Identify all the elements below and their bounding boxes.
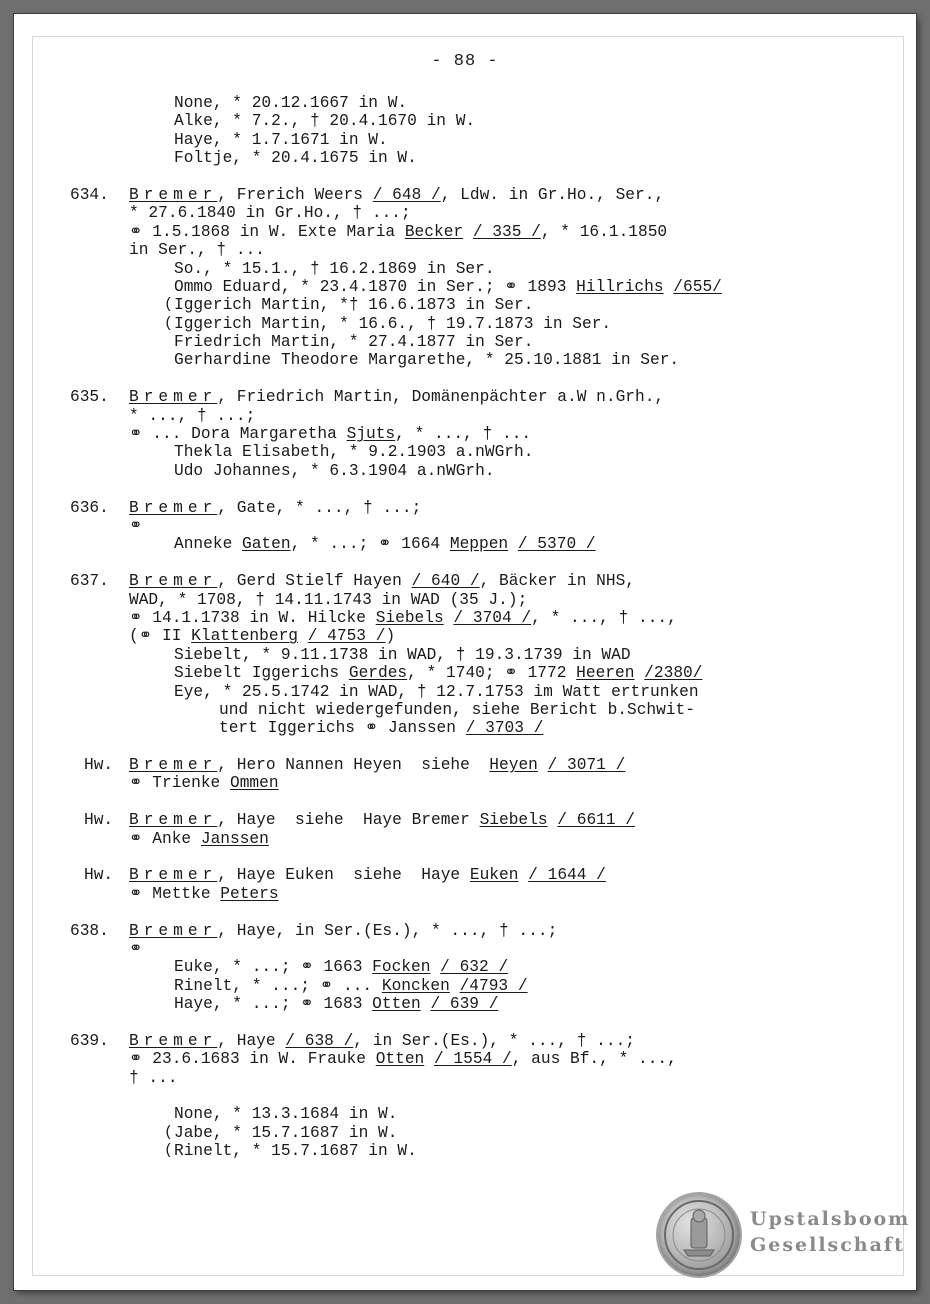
text-line [14,591,916,609]
line-text [174,278,722,296]
text-line [14,94,916,112]
text-line [14,388,916,406]
text-segment: , Bäcker in NHS, [479,572,636,591]
line-text: * ..., † ...; [129,406,256,425]
underlined-reference: Otten [375,1050,425,1069]
text-line [14,958,916,976]
text-segment: , * ...; ⚭ 1664 [290,535,450,554]
underlined-reference: /655/ [673,277,722,296]
text-line [14,683,916,701]
text-line [14,1105,916,1123]
line-spacer [14,1087,916,1105]
text-line [14,995,916,1013]
text-segment [548,811,558,829]
text-segment [298,627,308,645]
family-name: Bremer [129,498,218,517]
text-line [14,701,916,719]
line-text: None, * 20.12.1667 in W. [174,94,408,112]
text-line [14,278,916,296]
text-line [14,1050,916,1068]
line-text [129,223,667,241]
twin-bracket: ( [164,1142,174,1160]
underlined-reference: Sjuts [346,425,396,444]
text-line [14,425,916,443]
entry-reference-marker: Hw. [84,811,114,830]
publisher-logo [658,1194,910,1280]
text-line [14,885,916,903]
text-segment: tert Iggerichs ⚭ Janssen [219,719,466,738]
line-text [129,425,531,443]
line-text [129,186,664,204]
text-segment: ⚭ Trienke [129,774,230,793]
entry-number: 635. [70,388,109,407]
text-line [14,204,916,222]
text-segment: , Hero Nannen Heyen siehe [217,756,490,775]
text-segment: Anneke [174,535,242,554]
line-text [174,535,596,553]
text-segment: , Frerich Weers [217,185,373,204]
text-segment: , * 1740; ⚭ 1772 [407,664,577,683]
underlined-reference: / 632 / [440,958,509,977]
line-text [129,774,279,792]
underlined-reference: Heeren [576,664,635,683]
line-text [129,885,279,903]
line-text: * 27.6.1840 in Gr.Ho., † ...; [129,204,411,223]
underlined-reference: Siebels [375,608,444,627]
text-segment: ) [385,627,396,646]
text-line [14,1069,916,1087]
text-segment: Haye, * ...; ⚭ 1683 [174,995,373,1014]
line-text: in Ser., † ... [129,241,265,260]
text-segment: , Gerd Stielf Hayen [217,572,412,591]
text-line [14,260,916,278]
text-segment [463,223,473,241]
family-name: Bremer [129,756,218,775]
text-line [14,609,916,627]
text-line [14,774,916,792]
text-line [14,407,916,425]
line-text: Friedrich Martin, * 27.4.1877 in Ser. [174,333,534,352]
text-line [14,664,916,682]
family-name: Bremer [129,921,218,940]
line-text [129,1032,635,1050]
line-text: ⚭ [129,939,143,958]
text-line [14,1124,916,1142]
text-segment [664,278,674,296]
text-segment: Siebelt Iggerichs [174,664,349,683]
text-line [14,977,916,995]
underlined-reference: / 335 / [472,222,541,241]
text-segment: ⚭ ... Dora Margaretha [129,425,347,444]
underlined-reference: / 4753 / [307,627,386,646]
logo-text-line2: Gesellschaft [750,1234,905,1256]
underlined-reference: / 3071 / [547,756,626,775]
logo-text-line1: Upstalsboom [750,1208,911,1230]
underlined-reference: Euken [469,866,519,885]
line-text [129,499,421,517]
twin-bracket: ( [164,1123,174,1141]
underlined-reference: Becker [404,222,464,241]
underlined-reference: / 1554 / [434,1050,512,1069]
underlined-reference: /4793 / [459,976,528,995]
line-text [129,756,625,774]
underlined-reference: Siebels [479,811,548,830]
underlined-reference: / 1644 / [528,866,606,885]
line-text: WAD, * 1708, † 14.11.1743 in WAD (35 J.); [129,590,528,609]
underlined-reference: / 639 / [430,995,499,1014]
entry-reference-marker: Hw. [84,756,114,775]
text-line [14,756,916,774]
underlined-reference: / 648 / [372,185,441,204]
text-line [14,517,916,535]
text-segment: , in Ser.(Es.), * ..., † ...; [353,1031,636,1050]
underlined-reference: Klattenberg [191,627,298,646]
line-text [219,719,543,737]
underlined-reference: Gerdes [348,664,408,683]
family-name: Bremer [129,811,218,830]
twin-bracket: ( [164,314,174,332]
text-segment [430,958,440,976]
genealogy-entries [14,94,916,1161]
line-text: None, * 13.3.1684 in W. [174,1105,398,1124]
text-segment: , Haye [217,1031,286,1050]
line-text: Jabe, * 15.7.1687 in W. [174,1123,398,1142]
text-segment [424,1050,434,1068]
text-line [14,811,916,829]
family-name: Bremer [129,572,218,591]
text-segment [518,866,528,884]
entry-number: 637. [70,572,109,591]
line-text: Rinelt, * 15.7.1687 in W. [174,1142,417,1161]
line-text [174,995,498,1013]
text-line [14,462,916,480]
text-line [14,296,916,314]
entry-number: 634. [70,185,109,204]
underlined-reference: Heyen [489,756,538,775]
line-text [129,811,635,829]
text-segment [444,609,454,627]
underlined-reference: Meppen [449,535,509,554]
text-segment: ⚭ 14.1.1738 in W. Hilcke [129,608,376,627]
line-spacer [14,903,916,921]
seal-icon [658,1194,740,1276]
line-text: Haye, * 1.7.1671 in W. [174,130,388,149]
text-line [14,572,916,590]
line-text [129,866,606,884]
line-text: † ... [129,1068,178,1087]
text-line [14,1142,916,1160]
text-line [14,1032,916,1050]
text-segment: ⚭ 23.6.1683 in W. Frauke [129,1050,376,1069]
line-text: Thekla Elisabeth, * 9.2.1903 a.nWGrh. [174,443,534,462]
line-text: Udo Johannes, * 6.3.1904 a.nWGrh. [174,461,495,480]
underlined-reference: Hillrichs [576,277,664,296]
text-segment: Euke, * ...; ⚭ 1663 [174,958,373,977]
line-text: Alke, * 7.2., † 20.4.1670 in W. [174,112,476,131]
text-segment: (⚭ II [129,627,192,646]
text-line [14,131,916,149]
text-segment: Rinelt, * ...; ⚭ ... [174,976,382,995]
family-name: Bremer [129,185,218,204]
document-page [14,14,916,1290]
text-line [14,443,916,461]
line-text [129,388,664,406]
family-name: Bremer [129,866,218,885]
underlined-reference: /2380/ [644,664,703,683]
text-segment [538,756,548,774]
page-number: - 88 - [431,52,499,71]
text-segment: ⚭ 1.5.1868 in W. Exte Maria [129,222,405,241]
text-line [14,535,916,553]
entry-number: 638. [70,921,109,940]
line-spacer [14,554,916,572]
text-segment: ⚭ Anke [129,829,201,848]
text-line [14,223,916,241]
line-spacer [14,793,916,811]
line-text: Iggerich Martin, *† 16.6.1873 in Ser. [174,296,534,315]
line-text: So., * 15.1., † 16.2.1869 in Ser. [174,259,495,278]
underlined-reference: Focken [372,958,431,977]
underlined-reference: Ommen [230,774,279,793]
text-line [14,646,916,664]
underlined-reference: / 638 / [285,1031,354,1050]
family-name: Bremer [129,1031,218,1050]
underlined-reference: Otten [372,995,421,1014]
line-text [174,958,508,976]
entry-number: 639. [70,1031,109,1050]
entry-reference-marker: Hw. [84,866,114,885]
text-segment [450,977,460,995]
text-segment [421,995,431,1013]
text-line [14,627,916,645]
text-segment: , * 16.1.1850 [540,222,668,241]
line-text [129,922,557,940]
line-text [129,627,395,645]
underlined-reference: Koncken [381,976,450,995]
text-segment: , Gate, * ..., † ...; [217,498,422,517]
entry-number: 636. [70,498,109,517]
underlined-reference: / 6611 / [557,811,636,830]
line-text [129,609,677,627]
text-line [14,719,916,737]
line-text [129,830,269,848]
text-segment [508,535,518,553]
line-text [129,572,635,590]
line-text [129,1050,677,1068]
text-line [14,241,916,259]
twin-bracket: ( [164,296,174,314]
text-segment: , Haye, in Ser.(Es.), * ..., † ...; [217,921,558,940]
line-text: Foltje, * 20.4.1675 in W. [174,149,417,168]
family-name: Bremer [129,388,218,407]
underlined-reference: / 3703 / [465,719,544,738]
underlined-reference: Gaten [242,535,291,554]
text-line [14,940,916,958]
text-line [14,922,916,940]
underlined-reference: / 640 / [411,572,480,591]
text-segment [634,664,644,682]
line-spacer [14,1014,916,1032]
text-segment: , Friedrich Martin, Domänenpächter a.W n.Grh., [217,388,665,407]
text-line [14,149,916,167]
line-text: und nicht wiedergefunden, siehe Bericht b.Schwit- [219,700,695,719]
text-segment: ⚭ Mettke [129,884,221,903]
text-line [14,333,916,351]
underlined-reference: Peters [220,884,279,903]
line-spacer [14,370,916,388]
text-segment: , Haye siehe Haye Bremer [217,811,480,830]
text-segment: , * ..., † ..., [531,608,677,627]
text-line [14,315,916,333]
text-line [14,499,916,517]
text-segment: , Haye Euken siehe Haye [217,866,470,885]
underlined-reference: / 5370 / [517,535,596,554]
underlined-reference: Janssen [200,829,269,848]
text-segment: Ommo Eduard, * 23.4.1870 in Ser.; ⚭ 1893 [174,277,577,296]
text-line [14,112,916,130]
text-segment: , * ..., † ... [395,425,532,444]
text-line [14,186,916,204]
line-text [174,664,702,682]
line-text: ⚭ [129,516,143,535]
line-spacer [14,848,916,866]
line-text: Eye, * 25.5.1742 in WAD, † 12.7.1753 im Watt ertrunken [174,682,699,701]
line-text [174,977,528,995]
underlined-reference: / 3704 / [453,608,532,627]
line-spacer [14,168,916,186]
line-text: Gerhardine Theodore Margarethe, * 25.10.1881 in Ser. [174,351,680,370]
text-segment: , Ldw. in Gr.Ho., Ser., [440,185,665,204]
text-line [14,830,916,848]
text-segment: , aus Bf., * ..., [511,1050,677,1069]
line-text: Iggerich Martin, * 16.6., † 19.7.1873 in Ser. [174,314,612,333]
line-spacer [14,480,916,498]
line-spacer [14,738,916,756]
line-text: Siebelt, * 9.11.1738 in WAD, † 19.3.1739 in WAD [174,645,631,664]
text-line [14,351,916,369]
text-line [14,866,916,884]
